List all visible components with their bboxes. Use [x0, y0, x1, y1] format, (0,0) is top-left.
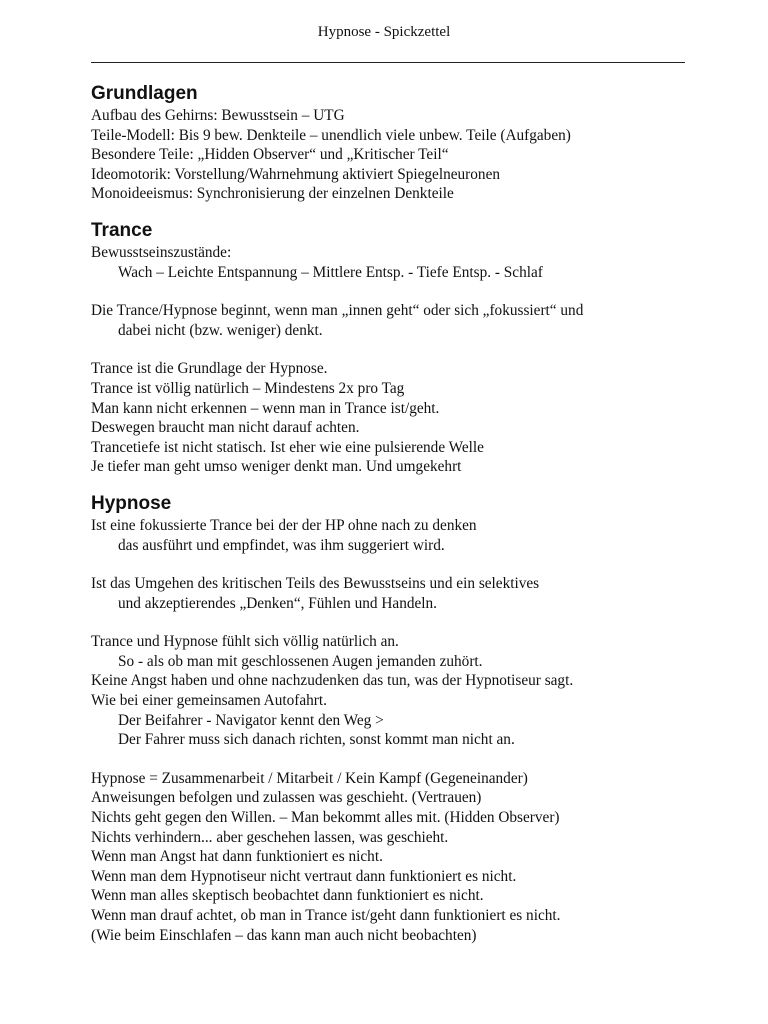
section-spacer [91, 477, 691, 492]
text-line: Aufbau des Gehirns: Bewusstsein – UTG [91, 107, 345, 124]
paragraph-spacer [91, 750, 691, 769]
paragraph-spacer [91, 340, 691, 359]
section-heading-trance: Trance [91, 219, 153, 241]
text-line-indented: das ausführt und empfindet, was ihm suggeriert wird. [118, 536, 445, 554]
section-grundlagen [91, 82, 691, 204]
paragraph-spacer [91, 555, 691, 574]
paragraph-spacer [91, 613, 691, 632]
section-heading-grundlagen: Grundlagen [91, 83, 198, 104]
text-line: Wenn man drauf achtet, ob man in Trance ist/geht dann funktioniert es nicht. [91, 907, 561, 924]
text-line: Die Trance/Hypnose beginnt, wenn man „innen geht“ oder sich „fokussiert“ und [91, 302, 584, 320]
text-line: Man kann nicht erkennen – wenn man in Trance ist/geht. [91, 399, 440, 417]
page-header-title: Hypnose - Spickzettel [317, 24, 451, 40]
text-line: Wenn man alles skeptisch beobachtet dann funktioniert es nicht. [91, 887, 484, 905]
text-line: Bewusstseinszustände: [91, 243, 232, 261]
text-line: Trance ist die Grundlage der Hypnose. [91, 360, 328, 378]
text-line: Nichts verhindern... aber geschehen lassen, was geschieht. [91, 828, 449, 846]
text-line-indented: Der Beifahrer - Navigator kennt den Weg > [118, 711, 384, 729]
text-line-indented: dabei nicht (bzw. weniger) denkt. [118, 321, 323, 339]
text-line: Monoideeismus: Synchronisierung der einzelnen Denkteile [91, 185, 454, 203]
text-line: Anweisungen befolgen und zulassen was geschieht. (Vertrauen) [91, 789, 482, 807]
text-line: Wenn man Angst hat dann funktioniert es nicht. [91, 848, 383, 866]
text-line: Je tiefer man geht umso weniger denkt man. Und umgekehrt [91, 458, 462, 476]
text-line: Deswegen braucht man nicht darauf achten. [91, 419, 360, 437]
paragraph-spacer [91, 282, 691, 301]
text-line: Nichts geht gegen den Willen. – Man bekommt alles mit. (Hidden Observer) [91, 809, 560, 827]
header-divider [91, 62, 685, 63]
text-line: Trancetiefe ist nicht statisch. Ist eher wie eine pulsierende Welle [91, 438, 484, 456]
section-spacer [91, 204, 691, 219]
text-line: Hypnose = Zusammenarbeit / Mitarbeit / Kein Kampf (Gegeneinander) [91, 769, 528, 787]
text-line-indented: Der Fahrer muss sich danach richten, sonst kommt man nicht an. [118, 731, 515, 749]
text-line: Besondere Teile: „Hidden Observer“ und „Kritischer Teil“ [91, 146, 449, 164]
text-line: Wie bei einer gemeinsamen Autofahrt. [91, 692, 327, 710]
text-line: Keine Angst haben und ohne nachzudenken das tun, was der Hypnotiseur sagt. [91, 672, 574, 690]
document-body [91, 82, 691, 945]
text-line-indented: Wach – Leichte Entspannung – Mittlere Entsp. - Tiefe Entsp. - Schlaf [118, 263, 543, 281]
text-line: Ist eine fokussierte Trance bei der der HP ohne nach zu denken [91, 516, 477, 534]
text-line: (Wie beim Einschlafen – das kann man auch nicht beobachten) [91, 926, 477, 944]
text-line: Teile-Modell: Bis 9 bew. Denkteile – unendlich viele unbew. Teile (Aufgaben) [91, 126, 571, 144]
text-line: Ideomotorik: Vorstellung/Wahrnehmung aktiviert Spiegelneuronen [91, 165, 501, 183]
text-line: Ist das Umgehen des kritischen Teils des Bewusstseins und ein selektives [91, 575, 540, 593]
text-line-indented: So - als ob man mit geschlossenen Augen jemanden zuhört. [118, 652, 483, 670]
section-hypnose [91, 492, 691, 945]
text-line: Trance ist völlig natürlich – Mindestens 2x pro Tag [91, 379, 405, 397]
text-line: Wenn man dem Hypnotiseur nicht vertraut dann funktioniert es nicht. [91, 867, 517, 885]
text-line-indented: und akzeptierendes „Denken“, Fühlen und Handeln. [118, 594, 438, 612]
text-line: Trance und Hypnose fühlt sich völlig natürlich an. [91, 633, 399, 651]
section-heading-hypnose: Hypnose [91, 492, 172, 514]
section-trance [91, 219, 691, 477]
